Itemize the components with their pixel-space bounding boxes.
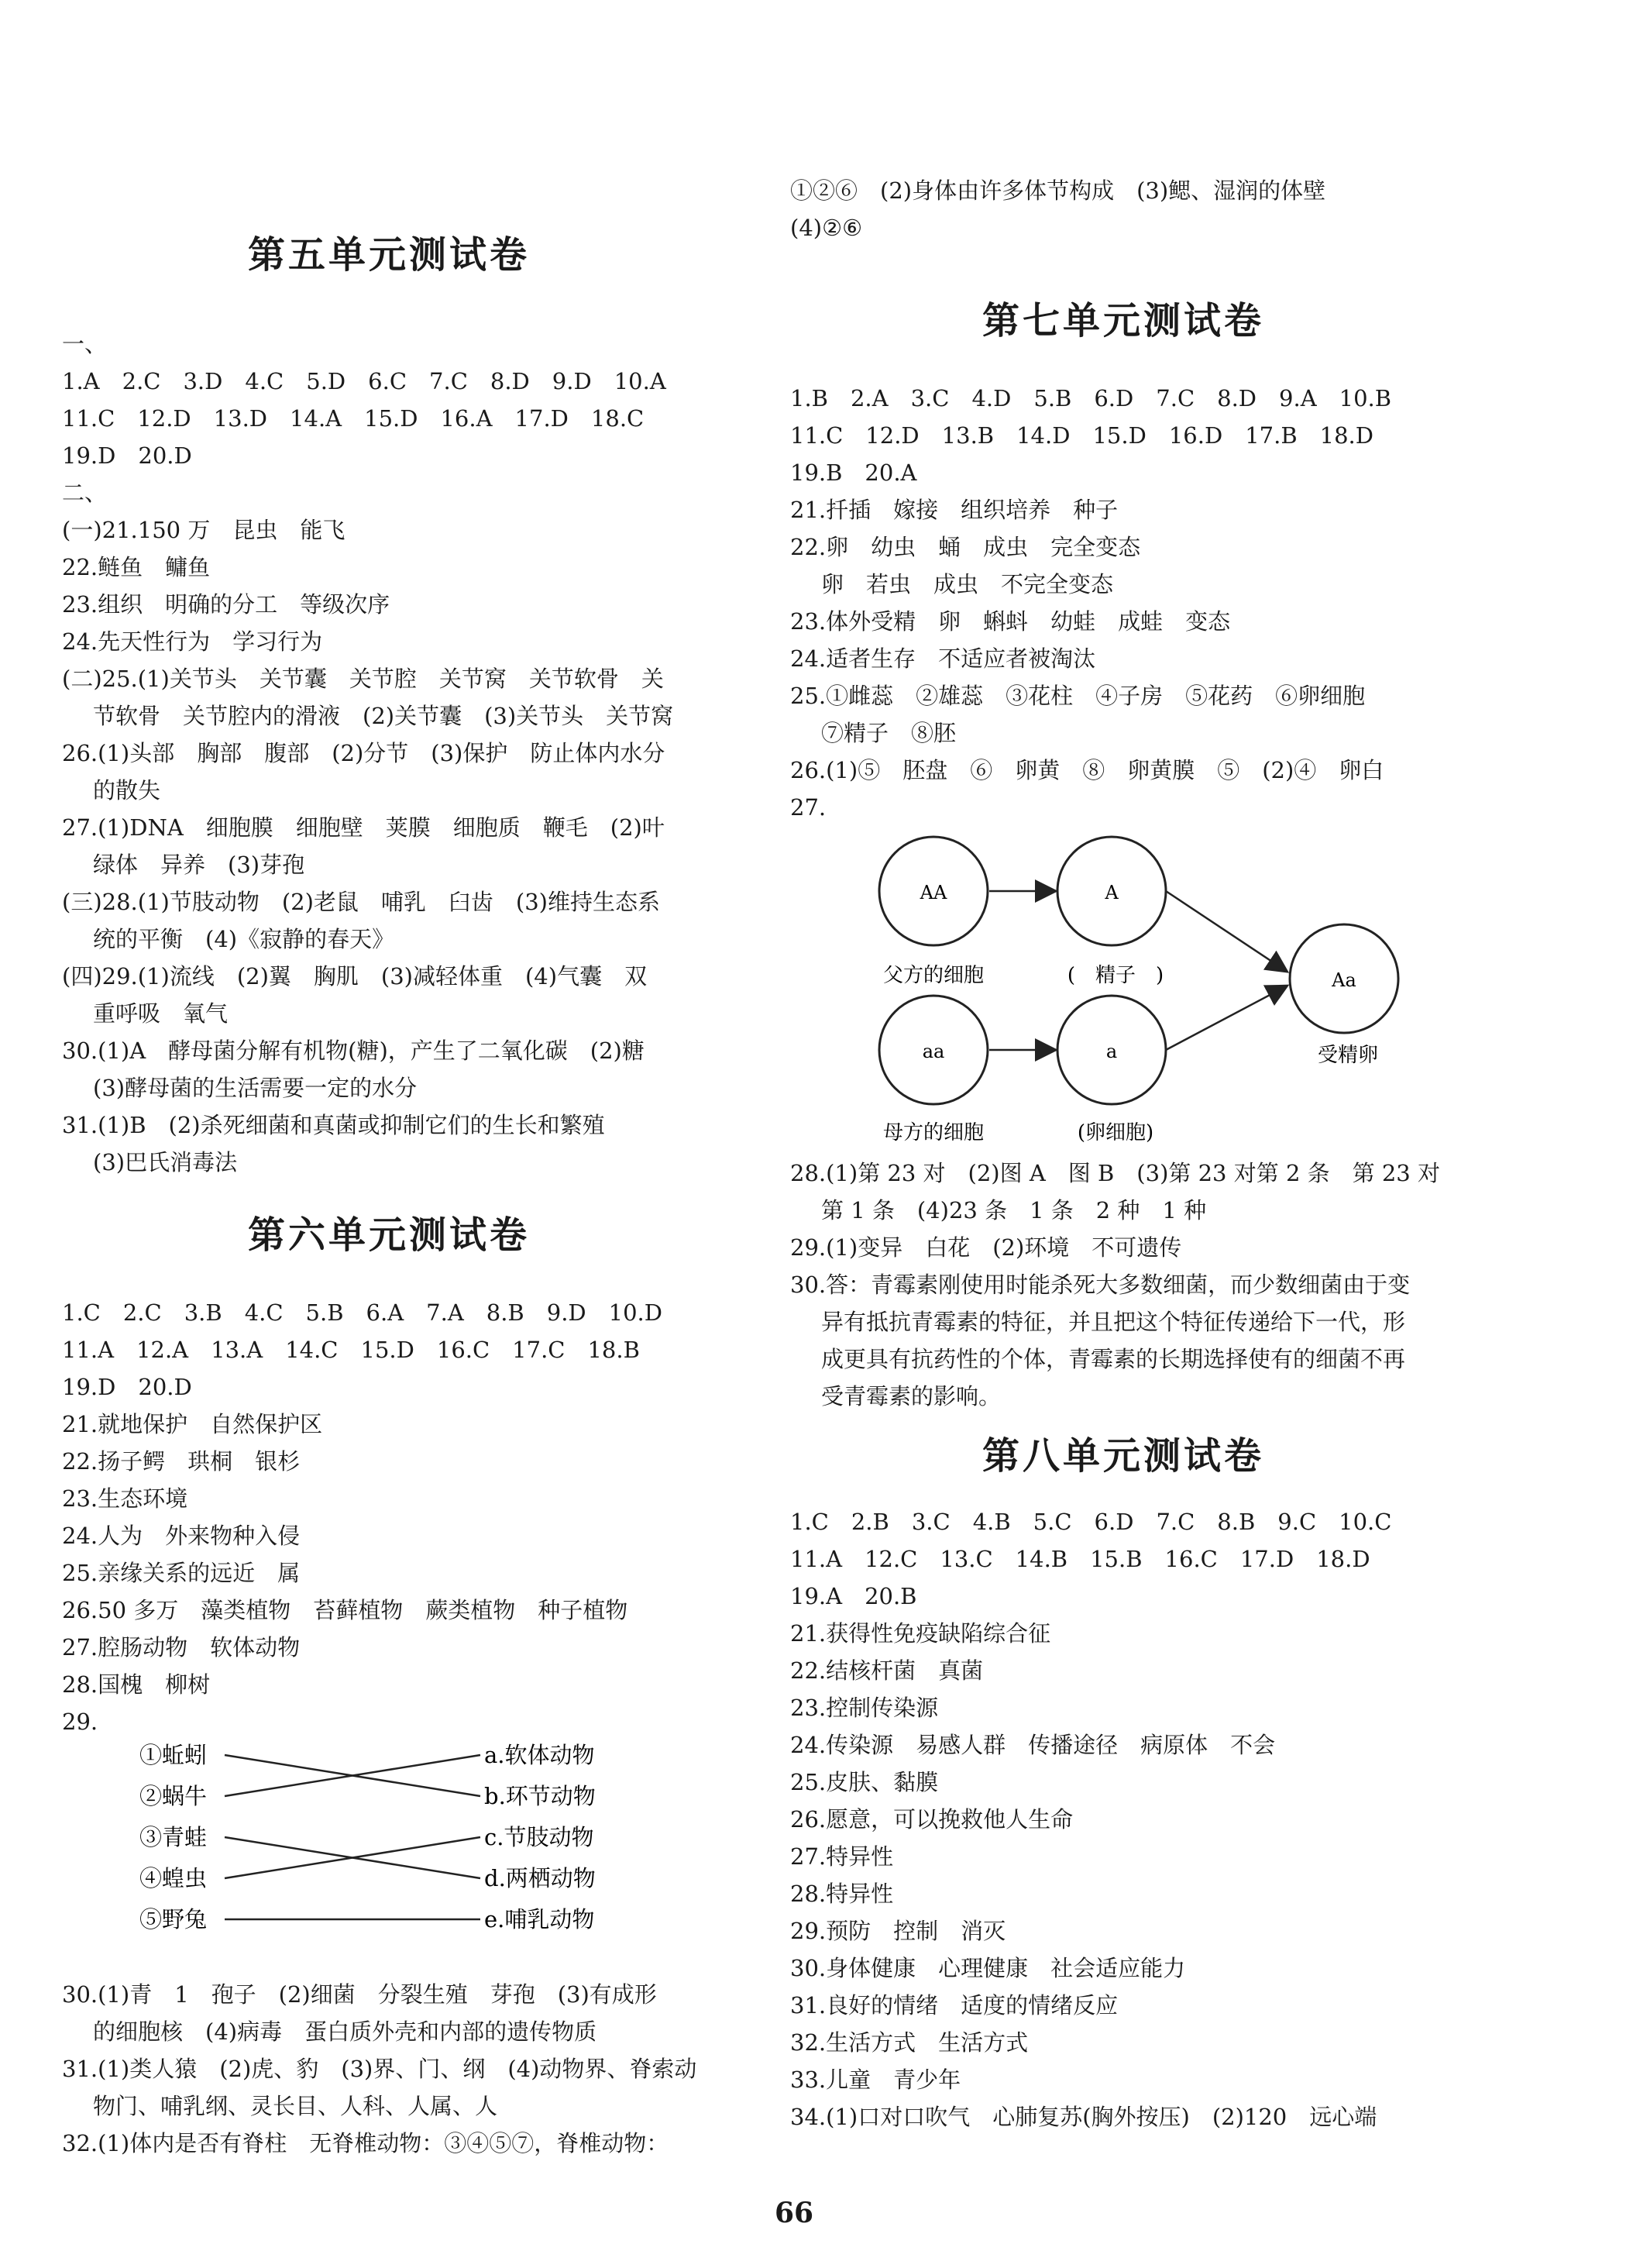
answer-line: (3)巴氏消毒法 <box>93 1149 238 1175</box>
answer-line: 异有抵抗青霉素的特征，并且把这个特征传递给下一代，形 <box>821 1309 1406 1335</box>
matching-left-item: ①蚯蚓 <box>139 1742 208 1768</box>
answer-line: 11.A 12.C 13.C 14.B 15.B 16.C 17.D 18.D <box>790 1546 1370 1572</box>
answer-line: 28.(1)第 23 对 (2)图 A 图 B (3)第 23 对第 2 条 第 23 对 <box>790 1160 1440 1186</box>
answer-line: 1.B 2.A 3.C 4.D 5.B 6.D 7.C 8.D 9.A 10.B <box>790 385 1392 411</box>
answer-line: 28.国槐 柳树 <box>62 1671 211 1698</box>
answer-line: (四)29.(1)流线 (2)翼 胸肌 (3)减轻体重 (4)气囊 双 <box>62 963 648 989</box>
answer-line: 21.获得性免疫缺陷综合征 <box>790 1620 1051 1647</box>
answer-line: 24.先天性行为 学习行为 <box>62 628 323 655</box>
answer-line: 卵 若虫 成虫 不完全变态 <box>821 571 1114 597</box>
answer-line: 30.答：青霉素刚使用时能杀死大多数细菌，而少数细菌由于变 <box>790 1272 1411 1298</box>
answer-line: 1.C 2.C 3.B 4.C 5.B 6.A 7.A 8.B 9.D 10.D <box>62 1299 663 1326</box>
answer-line: 34.(1)口对口吹气 心肺复苏(胸外按压) (2)120 远心端 <box>790 2104 1377 2130</box>
answer-line: 28.特异性 <box>790 1881 894 1907</box>
answer-line: 受青霉素的影响。 <box>821 1383 1002 1409</box>
answer-line: ⑦精子 ⑧胚 <box>821 720 957 746</box>
answer-line: 26.50 多万 藻类植物 苔藓植物 蕨类植物 种子植物 <box>62 1597 628 1623</box>
answer-line: (3)酵母菌的生活需要一定的水分 <box>93 1075 418 1101</box>
answer-line: 31.(1)B (2)杀死细菌和真菌或抑制它们的生长和繁殖 <box>62 1112 605 1138</box>
answer-line: 24.人为 外来物种入侵 <box>62 1523 301 1549</box>
sperm-genotype: A <box>1105 882 1119 903</box>
answer-line: 11.C 12.D 13.B 14.D 15.D 16.D 17.B 18.D <box>790 422 1374 449</box>
answer-line: ①②⑥ (2)身体由许多体节构成 (3)鳃、湿润的体壁 <box>790 177 1326 204</box>
answer-line: 32.(1)体内是否有脊柱 无脊椎动物：③④⑤⑦，脊椎动物： <box>62 2130 669 2156</box>
answer-line: 21.就地保护 自然保护区 <box>62 1411 323 1437</box>
matching-right-item: c.节肢动物 <box>484 1824 594 1850</box>
arrow-egg-to-zygote <box>1166 986 1286 1050</box>
answer-line: 21.扦插 嫁接 组织培养 种子 <box>790 497 1119 523</box>
matching-right-item: b.环节动物 <box>484 1783 596 1809</box>
answer-line: 二、 <box>62 480 108 506</box>
answer-line: 30.身体健康 心理健康 社会适应能力 <box>790 1955 1186 1981</box>
answer-line: 27.(1)DNA 细胞膜 细胞壁 荚膜 细胞质 鞭毛 (2)叶 <box>62 814 665 841</box>
answer-line: 19.D 20.D <box>62 1374 192 1400</box>
matching-right-item: d.两栖动物 <box>484 1865 596 1891</box>
answer-line: 绿体 异养 (3)芽孢 <box>93 852 305 878</box>
answer-line: 的细胞核 (4)病毒 蛋白质外壳和内部的遗传物质 <box>93 2018 597 2045</box>
answer-line: 19.A 20.B <box>790 1583 917 1609</box>
arrow-sperm-to-zygote <box>1166 891 1286 971</box>
mother-cell-genotype: aa <box>922 1041 945 1062</box>
answer-line: 统的平衡 (4)《寂静的春天》 <box>93 926 395 952</box>
answer-line: 26.(1)头部 胸部 腹部 (2)分节 (3)保护 防止体内水分 <box>62 740 665 766</box>
answer-line: 11.A 12.A 13.A 14.C 15.D 16.C 17.C 18.B <box>62 1337 640 1363</box>
answer-line: 24.传染源 易感人群 传播途径 病原体 不会 <box>790 1732 1276 1758</box>
matching-left-item: ④蝗虫 <box>139 1865 208 1891</box>
inheritance-diagram <box>837 833 1425 1158</box>
answer-line: 的散失 <box>93 777 161 804</box>
unit6-title: 第六单元测试卷 <box>248 1213 531 1257</box>
answer-line: 11.C 12.D 13.D 14.A 15.D 16.A 17.D 18.C <box>62 405 645 432</box>
answer-line: 29.预防 控制 消灭 <box>790 1918 1006 1944</box>
answer-line: 31.(1)类人猿 (2)虎、豹 (3)界、门、纲 (4)动物界、脊索动 <box>62 2056 697 2082</box>
answer-line: 节软骨 关节腔内的滑液 (2)关节囊 (3)关节头 关节窝 <box>93 703 674 729</box>
answer-line: 一、 <box>62 331 108 357</box>
answer-line: 25.亲缘关系的远近 属 <box>62 1560 301 1586</box>
unit8-title: 第八单元测试卷 <box>982 1434 1265 1478</box>
answer-line: 33.儿童 青少年 <box>790 2067 961 2093</box>
answer-line: (4)②⑥ <box>790 215 863 241</box>
answer-line: 19.D 20.D <box>62 442 192 469</box>
answer-line: 31.良好的情绪 适度的情绪反应 <box>790 1992 1119 2018</box>
matching-right-item: e.哺乳动物 <box>484 1906 595 1932</box>
matching-left-item: ②蜗牛 <box>139 1783 208 1809</box>
answer-line: 19.B 20.A <box>790 459 917 486</box>
answer-line: 26.(1)⑤ 胚盘 ⑥ 卵黄 ⑧ 卵黄膜 ⑤ (2)④ 卵白 <box>790 757 1384 783</box>
unit7-title: 第七单元测试卷 <box>982 299 1265 342</box>
answer-line: 30.(1)青 1 孢子 (2)细菌 分裂生殖 芽孢 (3)有成形 <box>62 1981 657 2008</box>
answer-line: 23.控制传染源 <box>790 1695 939 1721</box>
answer-line: 第 1 条 (4)23 条 1 条 2 种 1 种 <box>821 1197 1207 1223</box>
answer-line: 27.特异性 <box>790 1843 894 1870</box>
answer-line: 32.生活方式 生活方式 <box>790 2029 1029 2056</box>
answer-line: 22.扬子鳄 珙桐 银杉 <box>62 1448 301 1475</box>
sperm-label: ( 精子 ) <box>1067 964 1164 987</box>
answer-line: (一)21.150 万 昆虫 能飞 <box>62 517 346 543</box>
answer-line: 25.皮肤、黏膜 <box>790 1769 939 1795</box>
father-cell-label: 父方的细胞 <box>882 964 985 987</box>
answer-line: 物门、哺乳纲、灵长目、人科、人属、人 <box>93 2093 498 2119</box>
unit5-title: 第五单元测试卷 <box>248 233 531 277</box>
egg-genotype: a <box>1105 1041 1118 1062</box>
matching-diagram <box>62 1736 759 1960</box>
answer-line: 成更具有抗药性的个体，青霉素的长期选择使有的细菌不再 <box>821 1346 1406 1372</box>
matching-left-item: ③青蛙 <box>139 1824 208 1850</box>
answer-line: (三)28.(1)节肢动物 (2)老鼠 哺乳 臼齿 (3)维持生态系 <box>62 889 660 915</box>
answer-line: 29.(1)变异 白花 (2)环境 不可遗传 <box>790 1234 1182 1261</box>
answer-line: 重呼吸 氧气 <box>93 1000 229 1027</box>
page-number: 66 <box>775 2197 814 2229</box>
zygote-label: 受精卵 <box>1317 1044 1379 1067</box>
mother-cell-label: 母方的细胞 <box>882 1121 985 1144</box>
answer-line: 23.体外受精 卵 蝌蚪 幼蛙 成蛙 变态 <box>790 608 1231 635</box>
answer-line: 23.生态环境 <box>62 1485 188 1512</box>
egg-label: (卵细胞) <box>1077 1121 1154 1144</box>
answer-line: 27. <box>790 794 827 821</box>
answer-line: 22.鲢鱼 鳙鱼 <box>62 554 211 580</box>
answer-line: 30.(1)A 酵母菌分解有机物(糖)，产生了二氧化碳 (2)糖 <box>62 1038 645 1064</box>
answer-line: 22.结核杆菌 真菌 <box>790 1657 984 1684</box>
answer-line: 1.C 2.B 3.C 4.B 5.C 6.D 7.C 8.B 9.C 10.C <box>790 1509 1392 1535</box>
answer-line: 24.适者生存 不适应者被淘汰 <box>790 645 1096 672</box>
answer-line: (二)25.(1)关节头 关节囊 关节腔 关节窝 关节软骨 关 <box>62 666 664 692</box>
answer-line: 23.组织 明确的分工 等级次序 <box>62 591 390 618</box>
answer-line: 25.①雌蕊 ②雄蕊 ③花柱 ④子房 ⑤花药 ⑥卵细胞 <box>790 683 1366 709</box>
answer-line: 27.腔肠动物 软体动物 <box>62 1634 301 1661</box>
answer-line: 22.卵 幼虫 蛹 成虫 完全变态 <box>790 534 1141 560</box>
father-cell-genotype: AA <box>920 882 947 903</box>
matching-left-item: ⑤野兔 <box>139 1906 208 1932</box>
answer-line: 26.愿意，可以挽救他人生命 <box>790 1806 1074 1833</box>
answer-line: 1.A 2.C 3.D 4.C 5.D 6.C 7.C 8.D 9.D 10.A <box>62 368 666 394</box>
answer-line: 29. <box>62 1709 98 1735</box>
matching-right-item: a.软体动物 <box>484 1742 595 1768</box>
zygote-genotype: Aa <box>1332 969 1356 991</box>
